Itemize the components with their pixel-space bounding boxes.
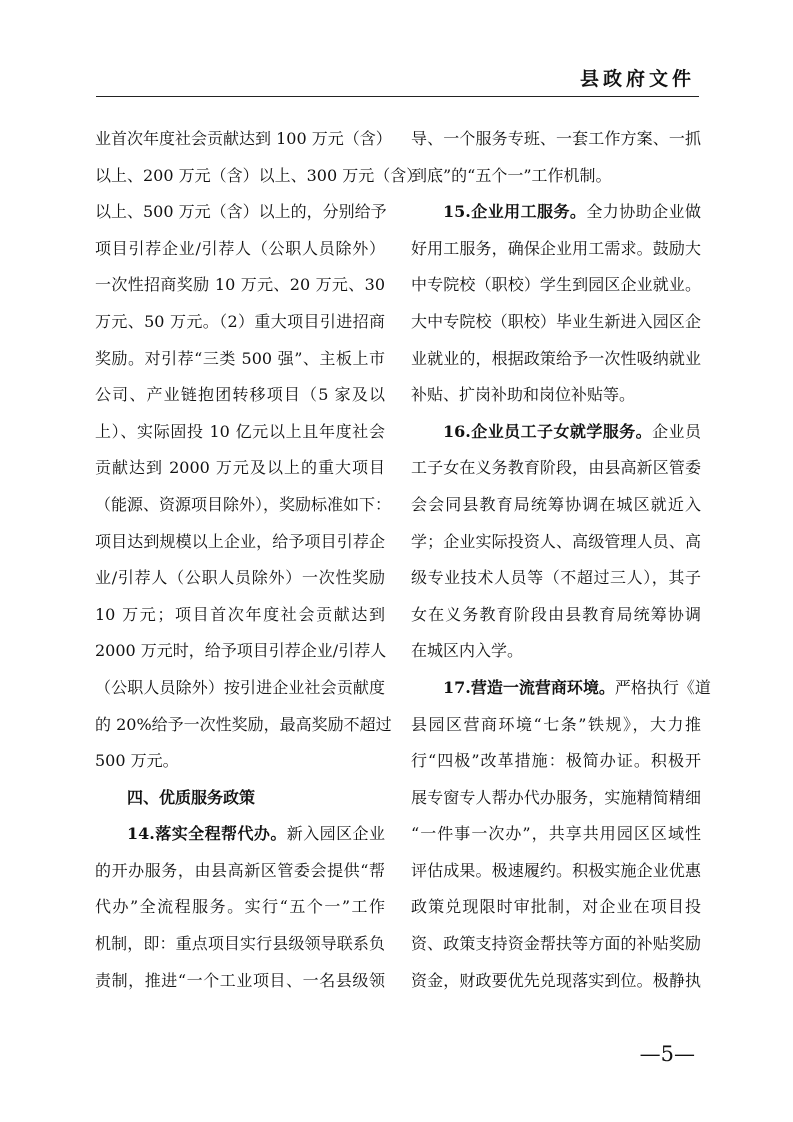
body-line: 好用工服务，确保企业用工需求。鼓励大: [411, 238, 701, 258]
body-line: 一次性招商奖励 10 万元、20 万元、30: [95, 275, 385, 295]
body-line: 中专院校（职校）学生到园区企业就业。: [411, 275, 701, 295]
body-line: （能源、资源项目除外），奖励标准如下：: [95, 494, 392, 514]
body-line: 上）、实际固投 10 亿元以上且年度社会: [95, 421, 385, 441]
body-line: 评估成果。极速履约。积极实施企业优惠: [411, 860, 701, 880]
body-line: 项目引荐企业/引荐人（公职人员除外）: [95, 238, 385, 258]
item-17-text: 严格执行《道: [614, 677, 711, 697]
section-heading-text: 四、优质服务政策: [127, 787, 256, 807]
body-line: 奖励。对引荐“三类 500 强”、主板上市: [95, 348, 385, 368]
body-line: 的 20%给予一次性奖励，最高奖励不超过: [95, 714, 392, 734]
body-line: 县园区营商环境“七条”铁规》，大力推: [411, 714, 701, 734]
running-header-title: 县政府文件: [579, 68, 695, 90]
item-16-heading: 16.企业员工子女就学服务。: [443, 421, 653, 441]
body-line: 责制，推进“一个工业项目、一名县级领: [95, 970, 385, 990]
body-line: （公职人员除外）按引进企业社会贡献度: [95, 677, 385, 697]
header-divider: [96, 96, 699, 97]
body-line: 机制，即：重点项目实行县级领导联系负: [95, 934, 385, 954]
page-number: —5—: [639, 1042, 695, 1066]
body-line: 行“四极”改革措施：极简办证。积极开: [411, 751, 701, 771]
body-line: 政策兑现限时审批制，对企业在项目投: [411, 897, 701, 917]
body-line: 业首次年度社会贡献达到 100 万元（含）: [95, 129, 392, 148]
item-14-heading: 14.落实全程帮代办。: [127, 824, 287, 844]
body-line: 业/引荐人（公职人员除外）一次性奖励: [95, 568, 385, 588]
body-line: 贡献达到 2000 万元及以上的重大项目: [95, 458, 385, 478]
body-line: 10 万元；项目首次年度社会贡献达到: [95, 604, 385, 624]
item-17-first-line: [411, 670, 711, 707]
body-line: 导、一个服务专班、一套工作方案、一抓: [411, 129, 701, 148]
item-14-text: 新入园区企业: [286, 824, 385, 844]
body-line: 会会同县教育局统筹协调在城区就近入: [411, 494, 701, 514]
item-15-first-line: [411, 194, 701, 231]
body-line: 的开办服务，由县高新区管委会提供“帮: [95, 860, 385, 880]
body-line: 在城区内入学。: [411, 641, 524, 661]
body-line: 代办”全流程服务。实行“五个一”工作: [95, 897, 385, 917]
body-line: 万元、50 万元。（2）重大项目引进招商: [95, 311, 385, 331]
body-line: 公司、产业链抱团转移项目（5 家及以: [95, 385, 385, 405]
body-line: 500 万元。: [95, 751, 179, 771]
item-16-first-line: [411, 414, 701, 451]
body-line: 工子女在义务教育阶段，由县高新区管委: [411, 458, 701, 478]
item-15-heading: 15.企业用工服务。: [443, 202, 587, 222]
body-line: 补贴、扩岗补助和岗位补贴等。: [411, 385, 636, 405]
body-line: 展专窗专人帮办代办服务，实施精简精细: [411, 787, 701, 807]
item-14-first-line: [95, 816, 385, 853]
item-17-heading: 17.营造一流营商环境。: [443, 677, 615, 697]
body-line: 到底”的“五个一”工作机制。: [411, 165, 612, 185]
right-text-column: [411, 121, 711, 999]
item-15-text: 全力协助企业做: [586, 202, 701, 222]
item-16-text: 企业员: [652, 421, 701, 441]
body-line: 资金，财政要优先兑现落实到位。极静执: [411, 970, 701, 990]
body-line: 级专业技术人员等（不超过三人），其子: [411, 568, 701, 588]
body-line: 以上、500 万元（含）以上的，分别给予: [95, 202, 387, 222]
body-line: 2000 万元时，给予项目引荐企业/引荐人: [95, 641, 387, 661]
body-line: 大中专院校（职校）毕业生新进入园区企: [411, 311, 701, 331]
body-line: 项目达到规模以上企业，给予项目引荐企: [95, 531, 385, 551]
section-heading: [95, 780, 385, 817]
body-line: “一件事一次办”，共享共用园区区域性: [411, 824, 701, 844]
body-line: 业就业的，根据政策给予一次性吸纳就业: [411, 348, 701, 368]
body-line: 以上、200 万元（含）以上、300 万元（含）: [95, 165, 423, 185]
body-line: 女在义务教育阶段由县教育局统筹协调: [411, 604, 701, 624]
body-line: 资、政策支持资金帮扶等方面的补贴奖励: [411, 934, 701, 954]
left-text-column: [95, 121, 423, 999]
body-line: 学；企业实际投资人、高级管理人员、高: [411, 531, 701, 551]
